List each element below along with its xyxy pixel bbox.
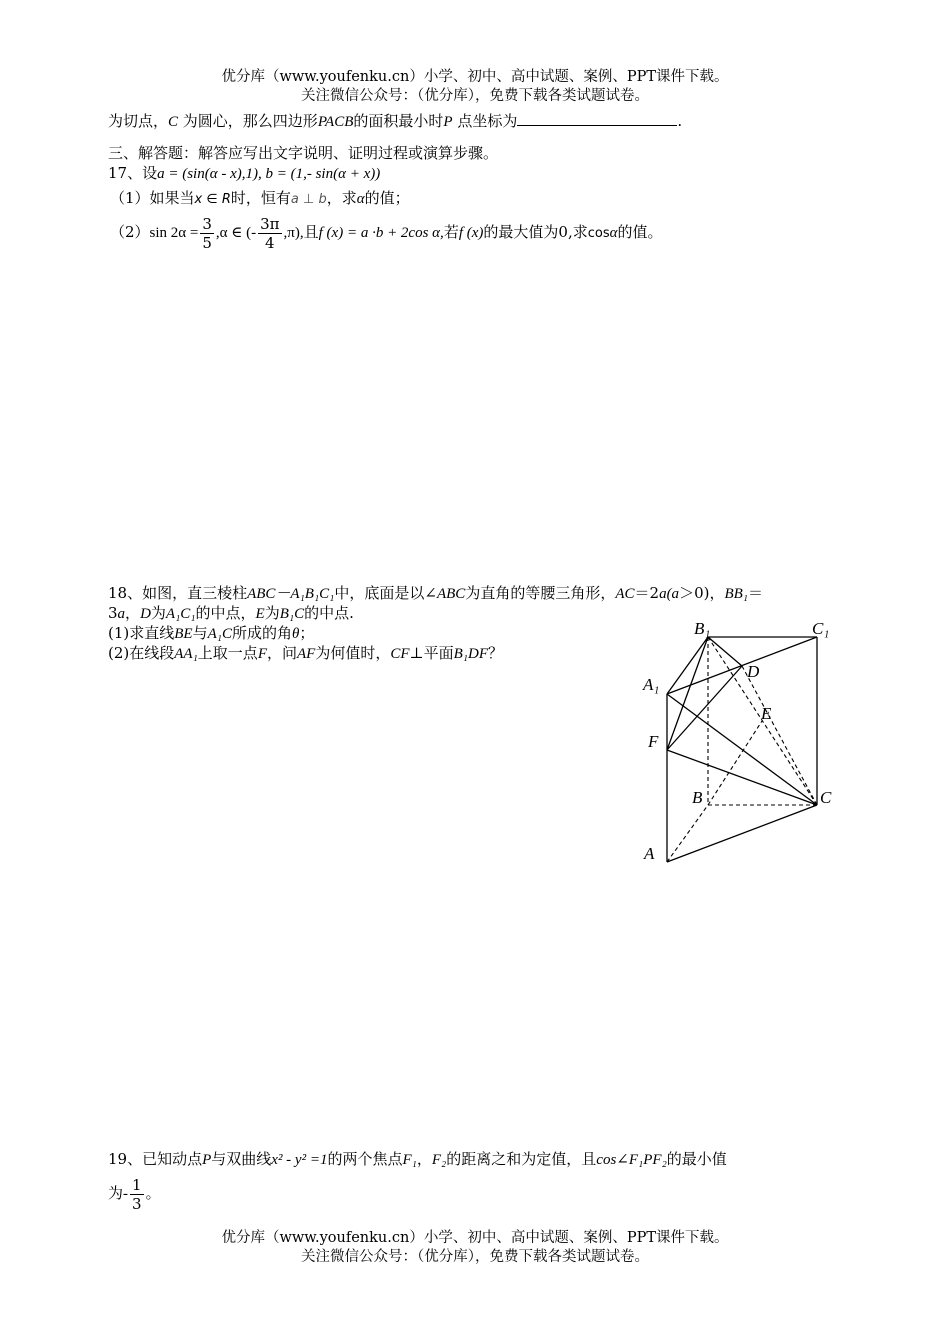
fraction-1-3: $\frac{1}{3}$ (132, 1175, 142, 1213)
label-c1: C₁ (812, 619, 830, 638)
line-f-c (667, 750, 817, 805)
label-b: B (692, 788, 703, 807)
line-b1-f (667, 637, 708, 750)
footer-line-1: 优分库（www.youfenku.cn）小学、初中、高中试题、案例、PPT课件下载。 (221, 1230, 729, 1246)
label-d: D (747, 662, 760, 681)
q18-line-1: 18、如图，直三棱柱ABC－A₁B₁C₁中，底面是以∠ABC为直角的等腰三角形，AC＝2a(a＞0)，BB₁＝ (108, 584, 764, 602)
section-3-heading: 三、解答题：解答应写出文字说明、证明过程或演算步骤。 (108, 144, 499, 162)
q19-line-1: 19、已知动点P与双曲线x² - y² =1的两个焦点F₁，F₂的距离之和为定值，且cos∠F₁PF₂的最小值 (108, 1150, 727, 1168)
fraction-3-5: $\frac{3}{5}$ (202, 214, 212, 252)
fraction-3pi-4: $\frac{3\pi}{4}$ (260, 214, 280, 252)
header-line-2: 关注微信公众号：（优分库），免费下载各类试题试卷。 (301, 88, 649, 104)
label-f: F (648, 732, 659, 751)
line-a1-c (667, 694, 817, 805)
edge-b1-a1 (667, 637, 708, 694)
label-c: C (820, 788, 832, 807)
hidden-a-b (667, 805, 708, 862)
q19-line-2: 为- $\frac{1}{3}$ 。 (108, 1175, 161, 1213)
label-a1: A₁ (643, 675, 660, 694)
header-line-1: 优分库（www.youfenku.cn）小学、初中、高中试题、案例、PPT课件下载。 (221, 69, 729, 85)
label-b1: B₁ (694, 619, 711, 638)
line-b1-d (708, 637, 742, 666)
label-a: A (644, 844, 655, 863)
edge-a-c (667, 805, 817, 862)
hidden-b-e (708, 721, 762, 805)
q18-part-2: (2)在线段AA₁上取一点F，问AF为何值时，CF⊥平面B₁DF？ (108, 644, 504, 662)
q17-part-2: （2）sin 2α = $\frac{3}{5}$ ,α ∈ (- $\frac{3\pi}{4}$ ,π),且f (x) = a ·b + 2cos α,若f (x)的最大值为0,求cosα的值。 (110, 214, 663, 252)
label-e: E (761, 704, 772, 723)
footer-line-2: 关注微信公众号：（优分库），免费下载各类试题试卷。 (301, 1249, 649, 1265)
q17-stem: 17、设a = (sin(α - x),1), b = (1,- sin(α + x)) (108, 164, 381, 182)
q17-part-1: （1）如果当x ∈ R时，恒有a ⊥ b，求α的值； (110, 189, 410, 207)
q16-tail: 为切点，C 为圆心，那么四边形PACB的面积最小时P 点坐标为 . (108, 112, 683, 130)
hidden-b1-d-c (742, 666, 817, 805)
answer-blank[interactable] (517, 111, 677, 126)
q18-part-1: (1)求直线BE与A₁C所成的角θ； (108, 624, 315, 642)
prism-figure (630, 610, 860, 870)
q18-line-2: 3a，D为A₁C₁的中点，E为B₁C的中点. (108, 604, 354, 622)
